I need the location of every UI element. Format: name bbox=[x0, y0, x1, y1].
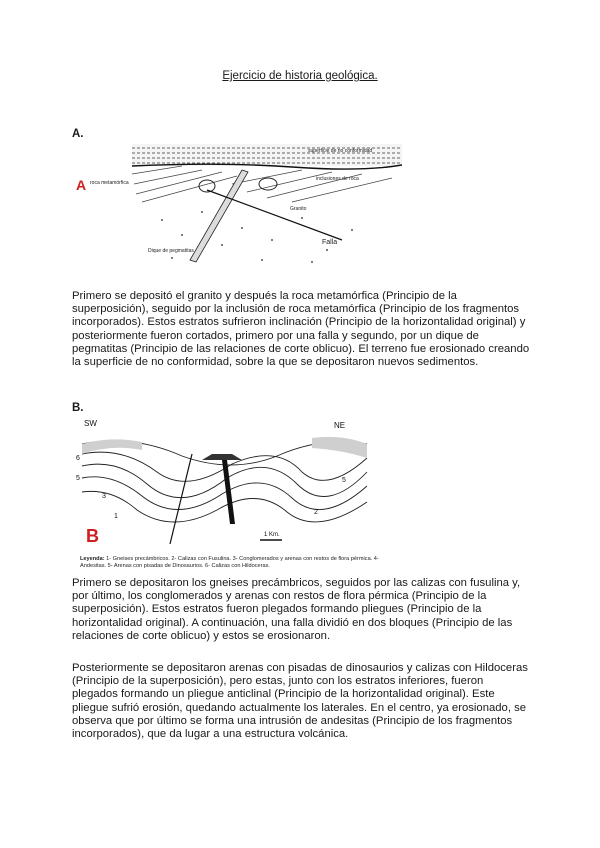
scale-label: 1 Km. bbox=[264, 532, 280, 538]
svg-text:3: 3 bbox=[102, 493, 106, 500]
fault-line bbox=[207, 190, 342, 240]
section-a-label: A. bbox=[72, 128, 84, 140]
caption-roca-metamorfica: roca metamórfica bbox=[90, 180, 129, 186]
layer-numbers bbox=[76, 455, 346, 520]
legend-title: Leyenda: bbox=[80, 556, 105, 562]
geology-figure-b bbox=[72, 414, 372, 569]
svg-text:1: 1 bbox=[114, 513, 118, 520]
svg-text:5: 5 bbox=[342, 477, 346, 484]
paragraph-b2: Posteriormente se depositaron arenas con pisadas de dinosaurios y calizas con Hildoceras (Principio de la superposición), pero estas, junto con los estratos inferiores, fueron plegados formando un pliegue anticlinal (Principio de la horizontalidad original). Este pliegue sufrió erosión, quedando actualmente los laterales. En el centro, ya erosionado, se observa que por último se forma una intrusión de andesitas (Principio de los fragmentos incorporados), que da lugar a una estructura volcánica. bbox=[72, 662, 528, 741]
paragraph-b1: Primero se depositaron los gneises precámbricos, seguidos por las calizas con fusulina y, por último, los conglomerados y arenas con restos de flora pérmica (Principio de la superposición). Estos estratos fueron plegados formando pliegues (Principio de la horizontalidad original). A continuación, una falla dividió en dos bloques (Principio de las relaciones de corte oblicuo) y estos se erosionaron. bbox=[72, 577, 521, 642]
paragraph-a: Primero se depositó el granito y después la roca metamórfica (Principio de la superposición), seguido por la inclusión de roca metamórfica (Principio de los fragmentos incorporados). Estos estratos sufrieron inclinación (Principio de la horizontalidad original) y posteriormente fueron cortados, primero por una falla y segundo, por un dique de pegmatitas (Principio de las relaciones de corte oblicuo). El terreno fue erosionado creando la superficie de no conformidad, sobre la que se depositaron nuevos sedimentos. bbox=[72, 290, 530, 369]
metamorphic-rock bbox=[132, 166, 392, 202]
figure-a-letter: A bbox=[76, 177, 87, 193]
fault-line-b bbox=[170, 454, 192, 544]
page-title: Ejercicio de historia geológica. bbox=[222, 70, 378, 82]
caption-falla: Falla bbox=[322, 239, 338, 246]
volcanic-cone bbox=[202, 454, 242, 460]
sw-label: SW bbox=[84, 419, 97, 428]
section-b-label: B. bbox=[72, 402, 84, 414]
hildoceras-limestone-left bbox=[82, 439, 142, 454]
inclusion-2 bbox=[259, 178, 277, 190]
caption-inclusiones: inclusiones de roca bbox=[316, 176, 359, 182]
svg-text:5: 5 bbox=[76, 475, 80, 482]
legend-text: 1- Gneises precámbricos. 2- Calizas con Fusulina. 3- Conglomerados y arenas con restos de flora pérmica. 4- Andesitas. 5- Arenas con pisadas de Dinosaurios. 6- Calizas con Hildoceras. bbox=[80, 556, 379, 569]
pegmatite-dike bbox=[190, 170, 248, 262]
granite-texture bbox=[161, 211, 353, 263]
fold-strata bbox=[82, 441, 367, 522]
svg-text:2: 2 bbox=[314, 509, 318, 516]
caption-granito: Granito bbox=[290, 206, 307, 212]
andesite-intrusion bbox=[222, 460, 235, 524]
geology-figure-a bbox=[72, 140, 402, 275]
caption-no-conformidad: superficie de no conformidad bbox=[308, 148, 373, 154]
hildoceras-limestone-right bbox=[312, 437, 367, 458]
figure-b-legend bbox=[80, 556, 380, 570]
figure-b-letter: B bbox=[86, 526, 99, 546]
ne-label: NE bbox=[334, 421, 346, 430]
svg-text:6: 6 bbox=[76, 455, 80, 462]
caption-dique: Dique de pegmatitas bbox=[148, 248, 194, 254]
